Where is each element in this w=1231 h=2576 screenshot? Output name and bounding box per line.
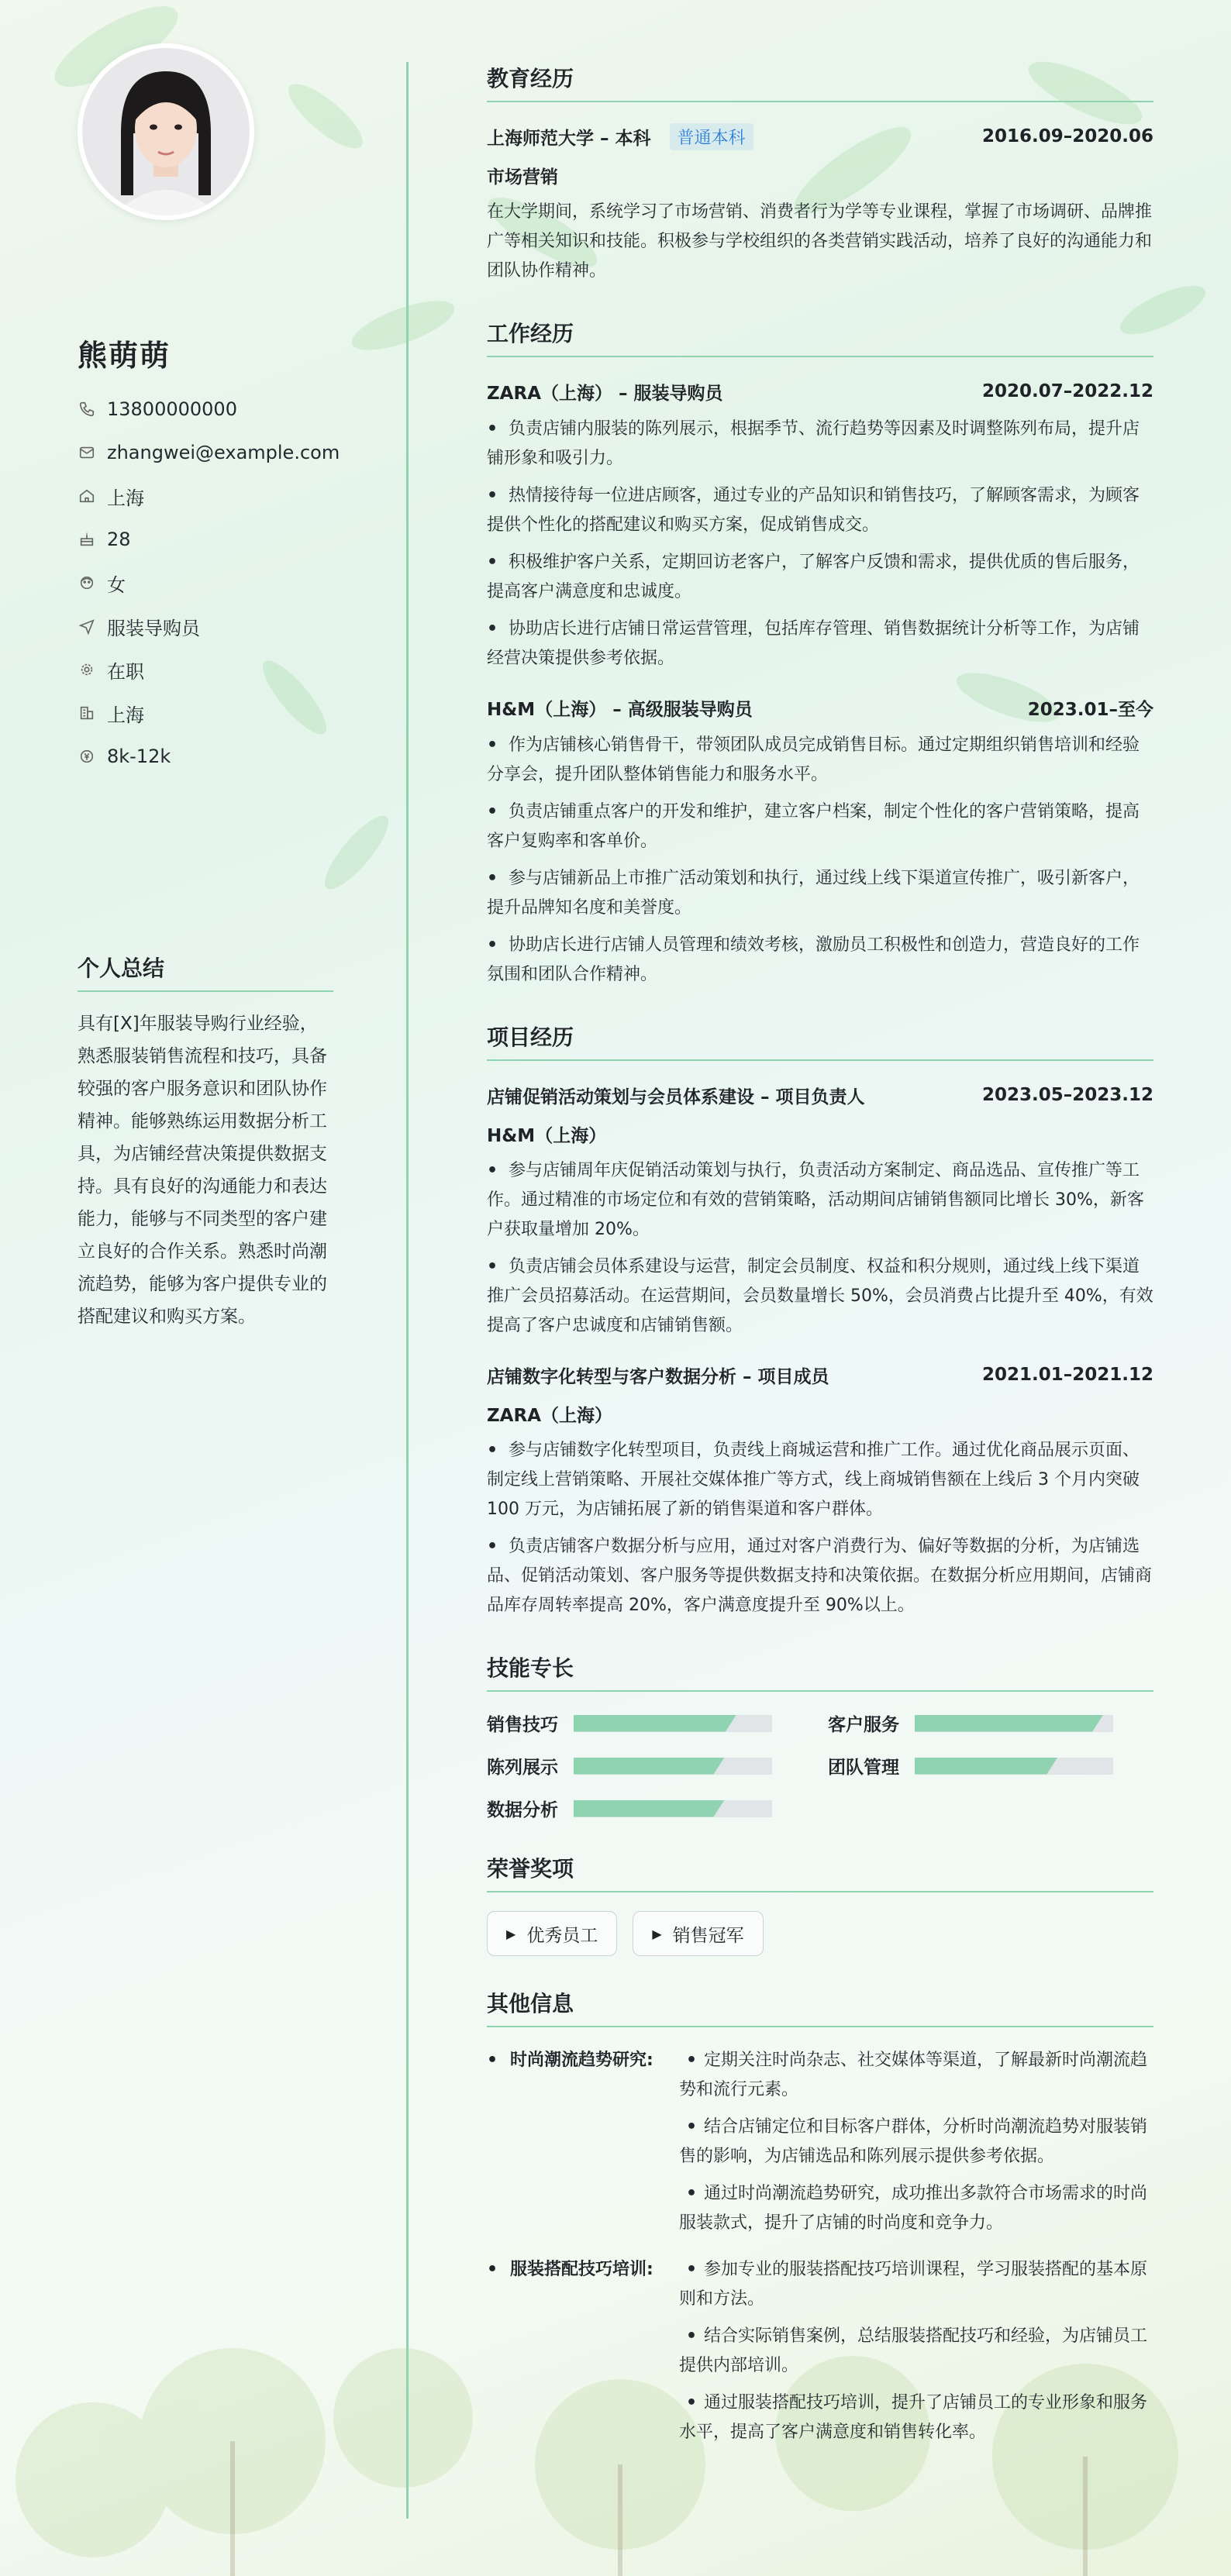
status-value: 在职 bbox=[107, 660, 144, 683]
project-bullets bbox=[487, 1436, 1153, 1620]
position-item bbox=[78, 604, 388, 648]
education-desc: 在大学期间，系统学习了市场营销、消费者行为学等专业课程，掌握了市场调研、品牌推广等相关知识和技能。积极参与学校组织的各类营销实践活动，培养了良好的沟通能力和团队协作精神。 bbox=[487, 202, 1153, 281]
salary-item bbox=[78, 735, 388, 778]
status-icon bbox=[78, 660, 96, 679]
location-value: 上海 bbox=[107, 487, 144, 509]
job-entry bbox=[487, 376, 1153, 673]
skill-bar bbox=[915, 1715, 1113, 1732]
skill-bar bbox=[915, 1758, 1113, 1775]
gender-icon bbox=[78, 573, 96, 592]
phone-value: 13800000000 bbox=[107, 398, 237, 420]
job-date: 2023.01–至今 bbox=[1027, 699, 1153, 720]
skill-bar bbox=[574, 1715, 772, 1732]
projects-title: 项目经历 bbox=[487, 1021, 1153, 1061]
other-group bbox=[487, 2046, 1153, 2246]
phone-icon bbox=[78, 400, 96, 418]
skill-fill bbox=[915, 1715, 1103, 1732]
skill-item bbox=[828, 1710, 1153, 1736]
play-icon: ▶ bbox=[506, 1926, 516, 1941]
list-item: • 参与店铺周年庆促销活动策划与执行，负责活动方案制定、商品选品、宣传推广等工作。通过精准的市场定位和有效的营销策略，活动期间店铺销售额同比增长 30%，新客户获取量增加 20%。 bbox=[487, 1161, 1144, 1239]
age-item bbox=[78, 518, 388, 561]
education-title: 教育经历 bbox=[487, 62, 1153, 102]
honors-list bbox=[487, 1911, 1153, 1956]
project-name: 店铺数字化转型与客户数据分析 – 项目成员 bbox=[487, 1366, 829, 1387]
project-entry bbox=[487, 1359, 1153, 1620]
list-item: • 作为店铺核心销售骨干，带领团队成员完成销售目标。通过定期组织销售培训和经验分享会，提升团队整体销售能力和服务水平。 bbox=[487, 735, 1140, 784]
project-date: 2021.01–2021.12 bbox=[981, 1365, 1153, 1385]
column-divider bbox=[406, 62, 409, 2519]
job-bullets bbox=[487, 731, 1153, 990]
honor-badge: ▶ 销售冠军 bbox=[633, 1911, 763, 1956]
main-content bbox=[487, 62, 1153, 2486]
list-item: • 热情接待每一位进店顾客，通过专业的产品知识和销售技巧，了解顾客需求，为顾客提供个性化的搭配建议和购买方案，促成销售成交。 bbox=[487, 486, 1140, 535]
left-sidebar bbox=[0, 0, 406, 2576]
job-bullets bbox=[487, 415, 1153, 673]
candidate-name: 熊萌萌 bbox=[78, 339, 171, 373]
skill-item bbox=[487, 1753, 828, 1779]
list-item: • 定期关注时尚杂志、社交媒体等渠道，了解最新时尚潮流趋势和流行元素。 bbox=[679, 2051, 1148, 2099]
skills-grid bbox=[487, 1710, 1153, 1821]
building-icon bbox=[78, 704, 96, 722]
other-group-label: • 服装搭配技巧培训: bbox=[487, 2260, 653, 2279]
list-item: • 结合店铺定位和目标客户群体，分析时尚潮流趋势对服装销售的影响，为店铺选品和陈列展示提供参考依据。 bbox=[679, 2117, 1148, 2166]
project-org: H&M（上海） bbox=[487, 1126, 607, 1146]
skill-label: 销售技巧 bbox=[487, 1715, 558, 1735]
skill-item bbox=[828, 1753, 1153, 1779]
phone-item bbox=[78, 387, 388, 431]
send-icon bbox=[78, 617, 96, 635]
skill-bar bbox=[574, 1758, 772, 1775]
summary-title: 个人总结 bbox=[78, 952, 333, 992]
project-org: ZARA（上海） bbox=[487, 1406, 612, 1426]
email-icon bbox=[78, 443, 96, 462]
school-name: 上海师范大学 – 本科 bbox=[487, 128, 651, 149]
avatar-photo bbox=[82, 48, 250, 215]
skill-fill bbox=[574, 1800, 725, 1817]
list-item: • 负责店铺内服装的陈列展示，根据季节、流行趋势等因素及时调整陈列布局，提升店铺形象和吸引力。 bbox=[487, 419, 1140, 468]
list-item: • 参与店铺新品上市推广活动策划和执行，通过线上线下渠道宣传推广，吸引新客户，提升品牌知名度和美誉度。 bbox=[487, 869, 1140, 918]
other-group bbox=[487, 2255, 1153, 2455]
email-value: zhangwei@example.com bbox=[107, 442, 340, 463]
degree-tag: 普通本科 bbox=[670, 123, 753, 150]
other-section bbox=[487, 1987, 1153, 2455]
other-group-items bbox=[679, 2255, 1153, 2455]
skill-label: 客户服务 bbox=[828, 1715, 899, 1735]
skill-label: 团队管理 bbox=[828, 1758, 899, 1778]
work-city-item bbox=[78, 691, 388, 735]
job-entry bbox=[487, 692, 1153, 990]
skill-fill bbox=[574, 1715, 736, 1732]
status-item bbox=[78, 648, 388, 691]
skill-bar bbox=[574, 1800, 772, 1817]
honor-badge: ▶ 优秀员工 bbox=[487, 1911, 617, 1956]
project-header bbox=[487, 1359, 1153, 1390]
project-header bbox=[487, 1080, 1153, 1111]
skill-item bbox=[487, 1710, 828, 1736]
list-item: • 通过时尚潮流趋势研究，成功推出多款符合市场需求的时尚服装款式，提升了店铺的时尚度和竞争力。 bbox=[679, 2184, 1148, 2233]
work-city-value: 上海 bbox=[107, 704, 144, 726]
work-section bbox=[487, 317, 1153, 990]
email-item bbox=[78, 431, 388, 474]
skill-label: 数据分析 bbox=[487, 1800, 558, 1820]
summary-text: 具有[X]年服装导购行业经验，熟悉服装销售流程和技巧，具备较强的客户服务意识和团队协作精神。能够熟练运用数据分析工具，为店铺经营决策提供数据支持。具有良好的沟通能力和表达能力，能够与不同类型的客户建立良好的合作关系。熟悉时尚潮流趋势，能够为客户提供专业的搭配建议和购买方案。 bbox=[78, 1014, 327, 1327]
list-item: • 协助店长进行店铺日常运营管理，包括库存管理、销售数据统计分析等工作，为店铺经营决策提供参考依据。 bbox=[487, 619, 1140, 668]
list-item: • 参加专业的服装搭配技巧培训课程，学习服装搭配的基本原则和方法。 bbox=[679, 2260, 1148, 2309]
other-group-label: • 时尚潮流趋势研究: bbox=[487, 2051, 653, 2070]
cake-icon bbox=[78, 530, 96, 549]
list-item: • 通过服装搭配技巧培训，提升了店铺员工的专业形象和服务水平，提高了客户满意度和销售转化率。 bbox=[679, 2393, 1148, 2442]
skill-label: 陈列展示 bbox=[487, 1758, 558, 1778]
other-title: 其他信息 bbox=[487, 1987, 1153, 2027]
avatar bbox=[78, 43, 254, 220]
education-section bbox=[487, 62, 1153, 286]
work-title: 工作经历 bbox=[487, 317, 1153, 357]
gender-item bbox=[78, 561, 388, 604]
gender-value: 女 bbox=[107, 573, 126, 596]
job-header bbox=[487, 692, 1153, 723]
projects-section bbox=[487, 1021, 1153, 1620]
salary-value: 8k-12k bbox=[107, 746, 171, 767]
skills-section bbox=[487, 1651, 1153, 1821]
age-value: 28 bbox=[107, 529, 131, 550]
job-date: 2020.07–2022.12 bbox=[981, 381, 1153, 401]
skill-fill bbox=[574, 1758, 725, 1775]
honors-title: 荣誉奖项 bbox=[487, 1852, 1153, 1892]
contact-info-list bbox=[78, 387, 388, 778]
job-header bbox=[487, 376, 1153, 407]
major: 市场营销 bbox=[487, 167, 558, 188]
project-name: 店铺促销活动策划与会员体系建设 – 项目负责人 bbox=[487, 1087, 865, 1107]
education-date: 2016.09–2020.06 bbox=[981, 126, 1153, 146]
position-value: 服装导购员 bbox=[107, 617, 200, 639]
list-item: • 协助店长进行店铺人员管理和绩效考核，激励员工积极性和创造力，营造良好的工作氛围和团队合作精神。 bbox=[487, 935, 1140, 984]
skills-title: 技能专长 bbox=[487, 1651, 1153, 1692]
salary-icon bbox=[78, 747, 96, 766]
job-company: H&M（上海） – 高级服装导购员 bbox=[487, 699, 753, 720]
honors-section bbox=[487, 1852, 1153, 1956]
play-icon: ▶ bbox=[652, 1926, 662, 1941]
education-header bbox=[487, 121, 1153, 152]
list-item: • 积极维护客户关系，定期回访老客户，了解客户反馈和需求，提供优质的售后服务，提高客户满意度和忠诚度。 bbox=[487, 553, 1140, 601]
skill-item bbox=[487, 1796, 828, 1821]
project-bullets bbox=[487, 1156, 1153, 1341]
job-company: ZARA（上海） – 服装导购员 bbox=[487, 383, 723, 404]
skill-fill bbox=[915, 1758, 1057, 1775]
project-date: 2023.05–2023.12 bbox=[981, 1085, 1153, 1105]
list-item: • 负责店铺会员体系建设与运营，制定会员制度、权益和积分规则，通过线上线下渠道推广会员招募活动。在运营期间，会员数量增长 50%，会员消费占比提升至 40%，有效提高了客户忠诚度和店铺销售额。 bbox=[487, 1257, 1153, 1335]
location-item bbox=[78, 474, 388, 518]
list-item: • 负责店铺客户数据分析与应用，通过对客户消费行为、偏好等数据的分析，为店铺选品、促销活动策划、客户服务等提供数据支持和决策依据。在数据分析应用期间，店铺商品库存周转率提高 20%，客户满意度提升至 90%以上。 bbox=[487, 1537, 1153, 1615]
project-entry bbox=[487, 1080, 1153, 1341]
list-item: • 结合实际销售案例，总结服装搭配技巧和经验，为店铺员工提供内部培训。 bbox=[679, 2326, 1148, 2375]
list-item: • 负责店铺重点客户的开发和维护，建立客户档案，制定个性化的客户营销策略，提高客户复购率和客单价。 bbox=[487, 802, 1140, 851]
list-item: • 参与店铺数字化转型项目，负责线上商城运营和推广工作。通过优化商品展示页面、制定线上营销策略、开展社交媒体推广等方式，线上商城销售额在上线后 3 个月内突破 100 万元，为店铺拓展了新的销售渠道和客户群体。 bbox=[487, 1441, 1140, 1519]
home-icon bbox=[78, 487, 96, 505]
other-group-items bbox=[679, 2046, 1153, 2246]
